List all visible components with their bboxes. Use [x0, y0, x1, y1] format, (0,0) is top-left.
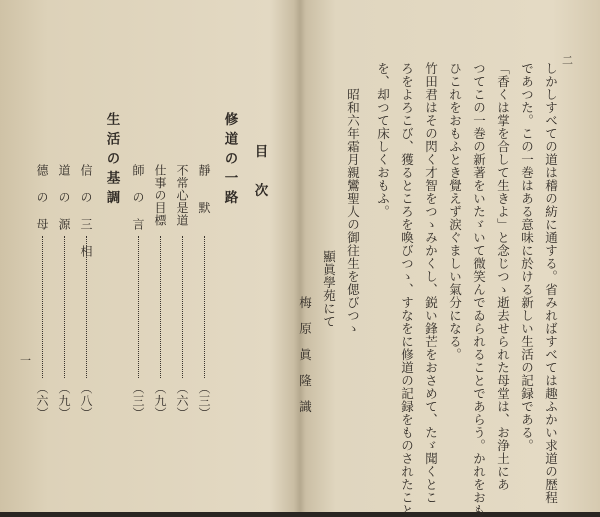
- preface-signature: 梅 原 眞 隆 識: [297, 296, 313, 413]
- toc-item-title: 師 の 言: [131, 164, 145, 231]
- toc-leader: [182, 236, 183, 378]
- toc-item-page: （三）: [197, 382, 211, 420]
- preface-line-7: ろをよろこび、獲るところを喚びつゝ、すなをに修道の記録をものされたこと: [399, 62, 415, 517]
- preface-line-2: であつた。この一巻はある意味に於ける新しい生活の記録である。: [519, 62, 535, 452]
- toc-leader: [86, 236, 87, 378]
- toc-section-heading-1: 修道の一路: [221, 112, 238, 210]
- preface-line-1: しかしすべての道は稽の紡に通する。省みればすべては趣ふかい求道の歴程: [543, 62, 559, 504]
- preface-line-6: 竹田君はその閃く才智をつゝみかくし、鋭い鋒芒をおさめて、たゞ聞くとこ: [423, 62, 439, 504]
- preface-line-4: つてこの一巻の新著をいたゞいて微笑んでゐられることであらう。かれをおも: [471, 62, 487, 517]
- toc-item-title: 靜 默: [197, 164, 211, 214]
- toc-item-title: 道 の 源: [57, 164, 71, 231]
- toc-item-page: （九）: [57, 382, 71, 420]
- toc-leader: [160, 236, 161, 378]
- toc-item-page: （六）: [35, 382, 49, 420]
- toc-leader: [64, 236, 65, 378]
- toc-leader: [42, 236, 43, 378]
- toc-item-title: 不常心是道: [175, 164, 189, 227]
- preface-line-3: 「香くは掌を合して生きよ」と念じつゝ逝去せられた母堂は、お浄土にあ: [495, 62, 511, 491]
- preface-date-line: 昭和六年霜月親鸞聖人の御往生を偲びつゝ: [345, 88, 361, 335]
- toc-item-page: （九）: [153, 382, 167, 420]
- toc-leader: [138, 236, 139, 378]
- toc-item-title: 德 の 母: [35, 164, 49, 231]
- right-page-folio: 二: [562, 54, 573, 67]
- toc-title: 目 次: [251, 144, 268, 203]
- toc-item-page: （三）: [131, 382, 145, 420]
- toc-leader: [204, 236, 205, 378]
- toc-item-page: （六）: [175, 382, 189, 420]
- preface-line-5: ひこれをおもふとき覺えず涙ぐましい氣分になる。: [447, 62, 463, 361]
- left-page-folio: 一: [20, 354, 31, 367]
- preface-place: 顯眞學苑にて: [321, 250, 337, 328]
- toc-item-page: （八）: [79, 382, 93, 420]
- preface-line-8: を、却つて床しくおもふ。: [375, 62, 391, 218]
- toc-item-title: 信 の 三 相: [79, 164, 93, 258]
- toc-section-heading-2: 生活の基調: [103, 112, 120, 210]
- toc-item-title: 仕事の目標: [153, 164, 167, 227]
